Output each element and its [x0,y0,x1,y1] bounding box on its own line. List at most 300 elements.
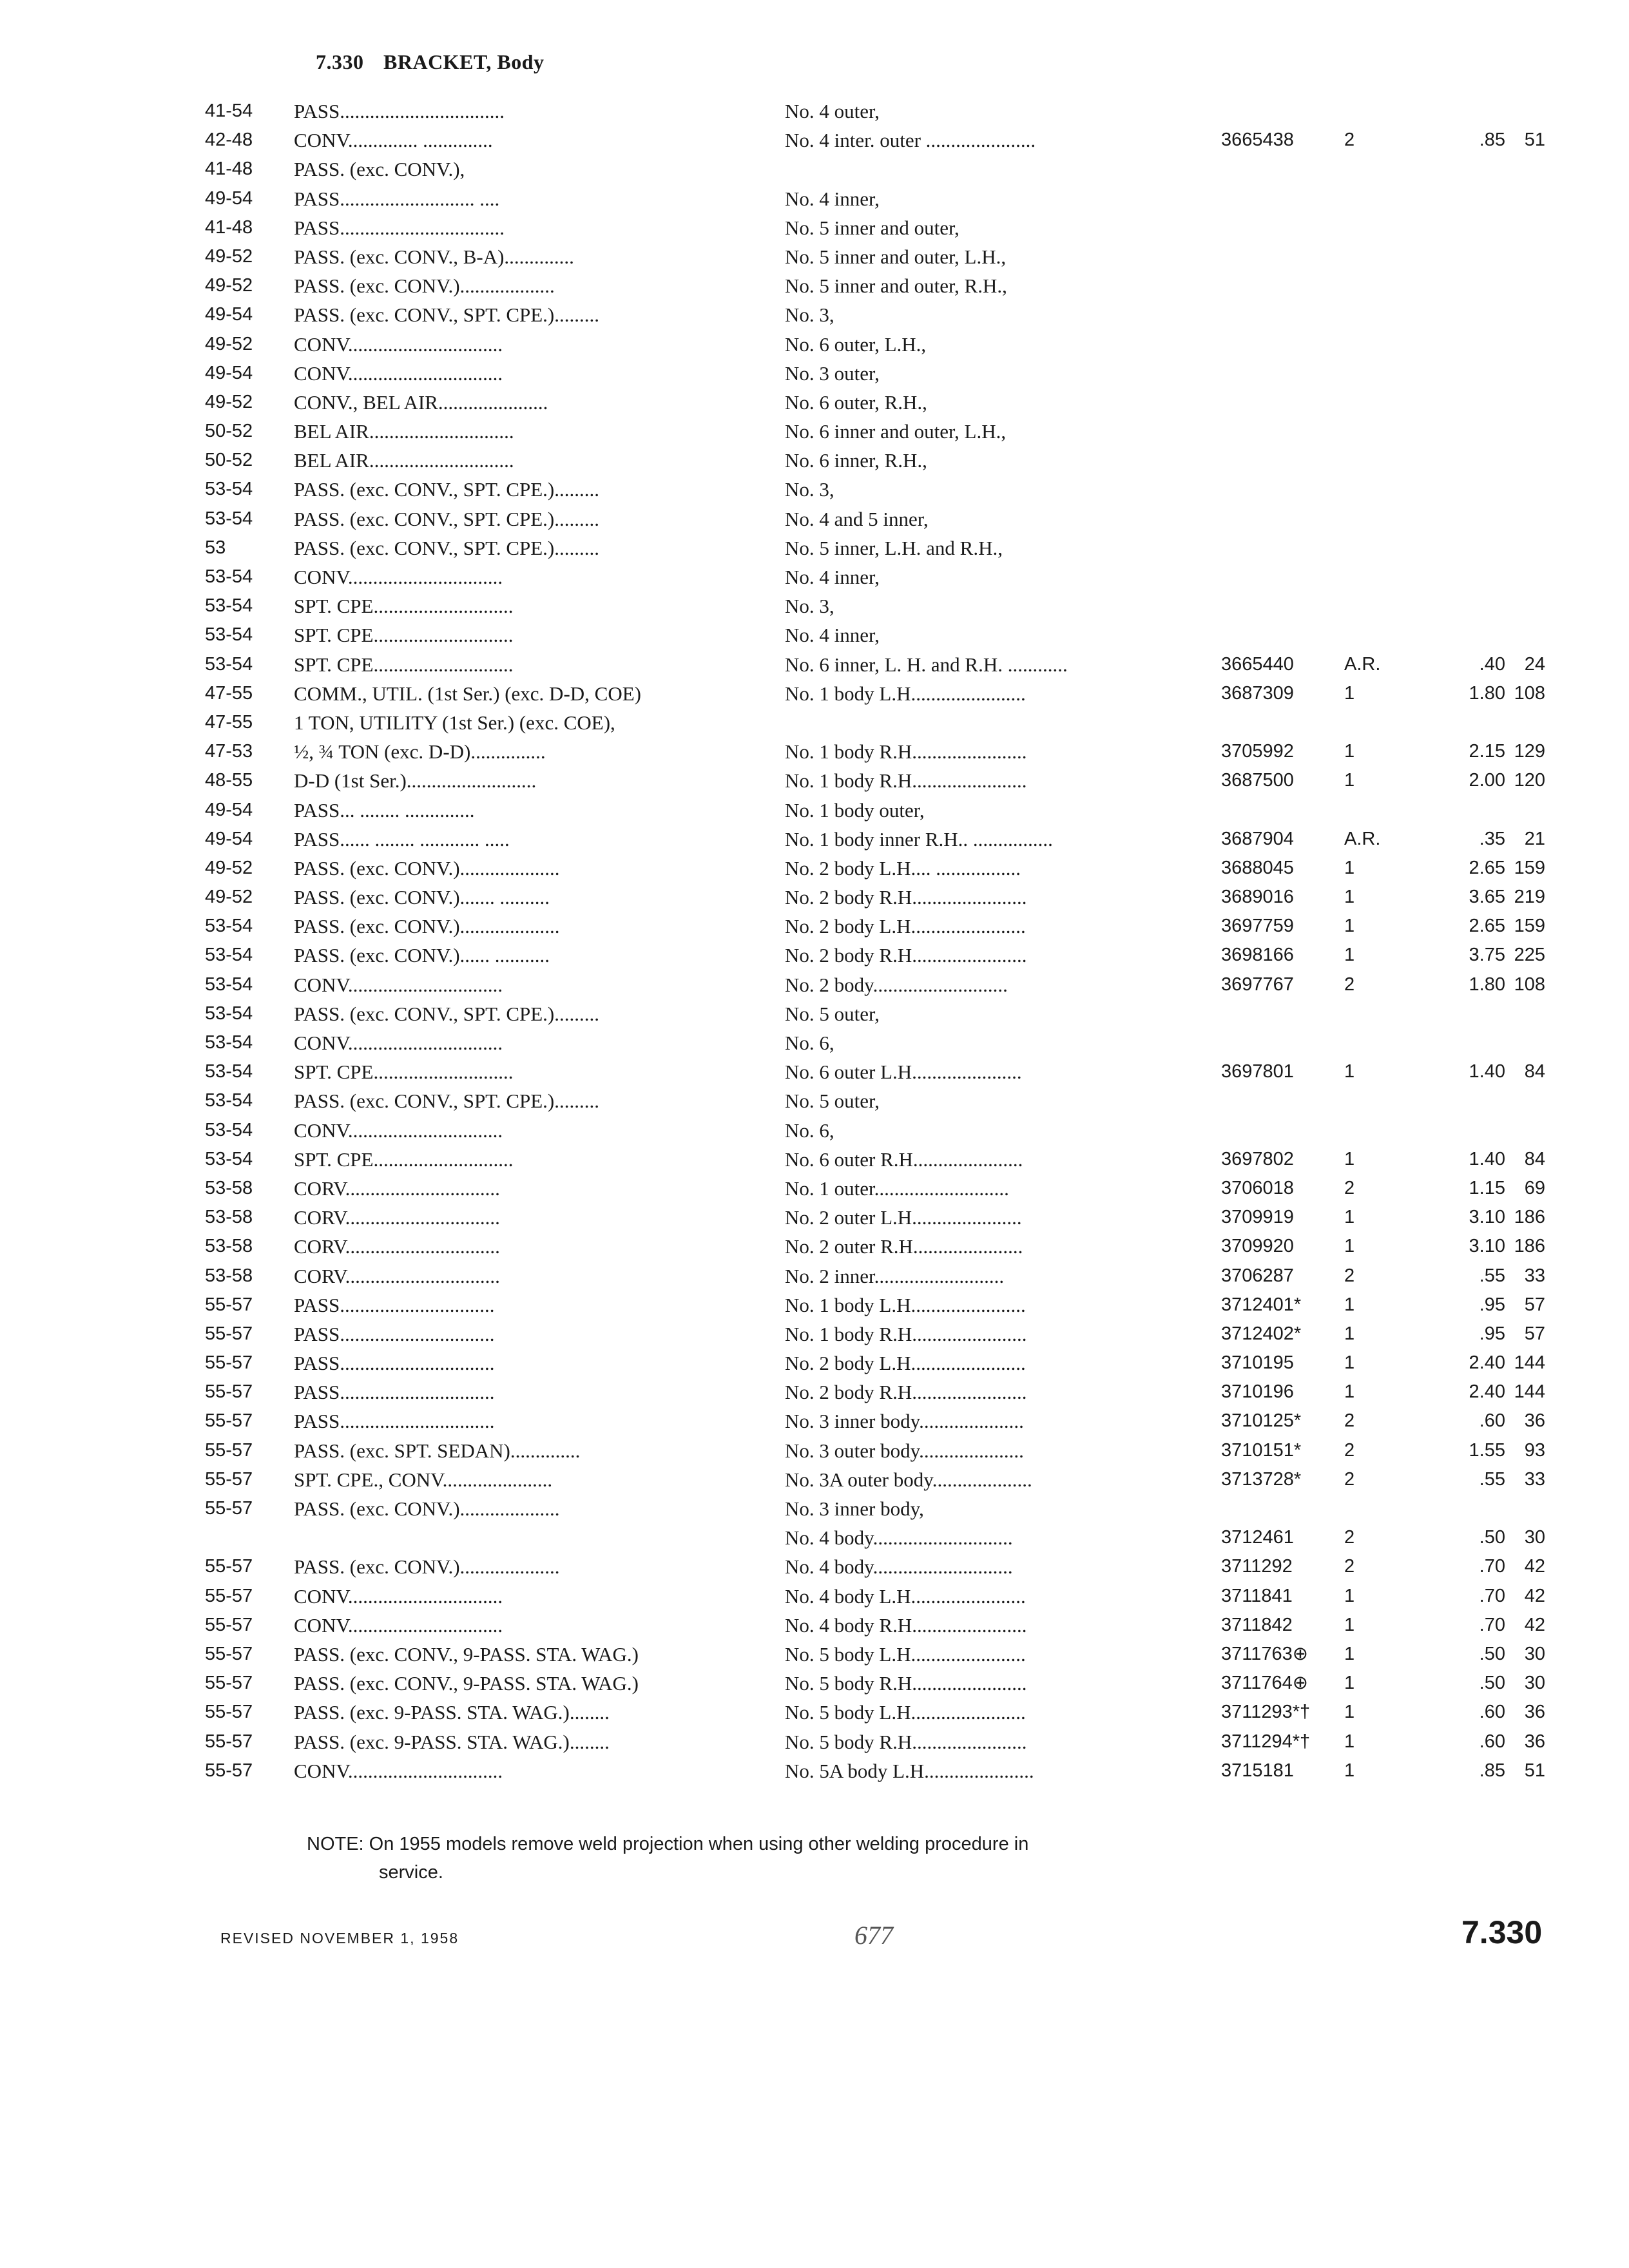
table-row [205,1552,1545,1581]
description-cell: No. 1 body outer, [785,798,925,822]
part-number-cell: 3697767 [1221,974,1294,995]
quantity-cell: 1 [1344,1673,1355,1694]
part-number-cell: 3710195 [1221,1352,1294,1374]
model-cell: PASS. (exc. CONV., SPT. CPE.)......... [294,536,599,559]
section-title: BRACKET, Body [383,50,545,73]
table-row [205,1378,1545,1407]
table-row [205,1203,1545,1232]
note-line-2: service. [379,1862,443,1883]
table-row [205,912,1545,941]
part-number-cell: 3697801 [1221,1061,1294,1082]
revision-date: REVISED NOVEMBER 1, 1958 [220,1930,459,1946]
quantity-cell: 1 [1344,1381,1355,1403]
table-row [205,213,1545,242]
description-cell: No. 2 body R.H....................... [785,944,1027,967]
model-cell: SPT. CPE............................ [294,595,514,618]
table-row [205,1262,1545,1291]
table-row [205,388,1545,417]
price-cell: 3.10 [1469,1207,1505,1228]
description-cell: No. 3 outer body..................... [785,1439,1024,1462]
quantity-cell: 1 [1344,916,1355,937]
model-cell: CONV............................... [294,1032,503,1054]
quantity-cell: 2 [1344,1468,1355,1490]
price-cell: 3.75 [1469,945,1505,966]
description-cell: No. 1 body R.H....................... [785,740,1027,764]
years-cell: 55-57 [205,1760,253,1781]
model-cell: ½, ¾ TON (exc. D-D)............... [294,740,546,764]
price-cell: 1.55 [1469,1439,1505,1461]
table-row [205,562,1545,591]
table-row [205,359,1545,388]
table-row [205,1582,1545,1611]
model-cell: PASS........................... .... [294,187,500,210]
years-cell: 53-54 [205,624,253,646]
table-row [205,330,1545,359]
money-cell: 129 [1514,741,1545,762]
part-number-cell: 3697759 [1221,916,1294,937]
money-cell: 42 [1524,1556,1545,1577]
price-cell: 1.80 [1469,974,1505,995]
price-cell: 3.10 [1469,1236,1505,1257]
money-cell: 219 [1514,887,1545,908]
years-cell: 47-55 [205,682,253,704]
years-cell: 53-54 [205,508,253,529]
description-cell: No. 5 inner and outer, [785,216,959,239]
page-number: 677 [854,1921,893,1950]
model-cell: PASS................................. [294,100,505,122]
model-cell: CONV............................... [294,1119,503,1142]
description-cell: No. 6 outer, L.H., [785,332,927,356]
money-cell: 120 [1514,770,1545,791]
description-cell: No. 4 inner, [785,187,880,210]
years-cell: 53-54 [205,974,253,995]
quantity-cell: 1 [1344,945,1355,966]
description-cell: No. 1 body R.H....................... [785,1322,1027,1345]
price-cell: .50 [1479,1643,1505,1664]
part-number-cell: 3706287 [1221,1265,1294,1286]
model-cell: PASS. (exc. 9-PASS. STA. WAG.)........ [294,1701,610,1724]
part-number-cell: 3689016 [1221,887,1294,908]
money-cell: 36 [1524,1731,1545,1752]
years-cell: 55-57 [205,1352,253,1374]
description-cell: No. 5 body R.H....................... [785,1672,1027,1695]
quantity-cell: 1 [1344,1731,1355,1752]
table-row [205,796,1545,825]
table-row [205,1611,1545,1640]
money-cell: 108 [1514,682,1545,704]
description-cell: No. 3, [785,595,834,618]
model-cell: PASS. (exc. CONV.), [294,158,465,181]
table-row [205,650,1545,679]
years-cell: 55-57 [205,1294,253,1315]
description-cell: No. 6 outer L.H...................... [785,1061,1022,1084]
money-cell: 42 [1524,1614,1545,1635]
description-cell: No. 5A body L.H...................... [785,1759,1034,1782]
section-code: 7.330 [316,50,364,73]
money-cell: 84 [1524,1148,1545,1169]
description-cell: No. 5 inner and outer, R.H., [785,274,1007,298]
model-cell: PASS. (exc. 9-PASS. STA. WAG.)........ [294,1730,610,1753]
price-cell: .70 [1479,1585,1505,1606]
table-row [205,1116,1545,1145]
years-cell: 53-54 [205,916,253,937]
years-cell: 53-54 [205,1003,253,1024]
part-number-cell: 3711764⊕ [1221,1673,1309,1694]
description-cell: No. 5 inner, L.H. and R.H., [785,536,1003,559]
price-cell: .40 [1479,653,1505,675]
description-cell: No. 4 inner, [785,624,880,647]
description-cell: No. 5 outer, [785,1002,880,1025]
description-cell: No. 6, [785,1119,834,1142]
price-cell: 1.15 [1469,1177,1505,1198]
quantity-cell: 1 [1344,1294,1355,1315]
money-cell: 24 [1524,653,1545,675]
quantity-cell: 1 [1344,857,1355,878]
price-cell: 1.40 [1469,1148,1505,1169]
years-cell: 53-54 [205,479,253,500]
model-cell: CONV............................... [294,566,503,588]
description-cell: No. 4 body............................ [785,1555,1013,1579]
quantity-cell: A.R. [1344,828,1381,849]
price-cell: .60 [1479,1731,1505,1752]
description-cell: No. 4 and 5 inner, [785,507,929,530]
years-cell: 49-52 [205,887,253,908]
table-row [205,1436,1545,1465]
description-cell: No. 3 inner body, [785,1497,924,1520]
description-cell: No. 5 body R.H....................... [785,1730,1027,1753]
part-number-cell: 3710151* [1221,1439,1302,1461]
money-cell: 159 [1514,857,1545,878]
model-cell: BEL AIR............................. [294,449,514,472]
model-cell: SPT. CPE............................ [294,1061,514,1084]
model-cell: SPT. CPE., CONV...................... [294,1468,553,1491]
table-row [205,1057,1545,1086]
model-cell: PASS. (exc. CONV., SPT. CPE.)......... [294,1002,599,1025]
years-cell: 55-57 [205,1323,253,1344]
money-cell: 21 [1524,828,1545,849]
model-cell: CONV............................... [294,1613,503,1637]
years-cell: 55-57 [205,1439,253,1461]
model-cell: PASS. (exc. CONV., 9-PASS. STA. WAG.) [294,1642,639,1666]
years-cell: 50-52 [205,421,253,442]
years-cell: 49-54 [205,187,253,209]
model-cell: PASS............................... [294,1352,495,1375]
footer-section-code: 7.330 [1461,1914,1543,1950]
table-row [205,242,1545,271]
table-row [205,737,1545,766]
money-cell: 108 [1514,974,1545,995]
quantity-cell: 1 [1344,1614,1355,1635]
table-row [205,854,1545,883]
model-cell: CONV............................... [294,1584,503,1608]
part-number-cell: 3712402* [1221,1323,1302,1344]
table-row [205,155,1545,184]
description-cell: No. 2 outer L.H...................... [785,1206,1022,1229]
model-cell: CONV............................... [294,1759,503,1782]
money-cell: 42 [1524,1585,1545,1606]
price-cell: 1.80 [1469,682,1505,704]
years-cell: 53-54 [205,1119,253,1140]
money-cell: 36 [1524,1702,1545,1723]
table-row [205,999,1545,1028]
description-cell: No. 1 body L.H....................... [785,1293,1026,1316]
part-number-cell: 3713728* [1221,1468,1302,1490]
years-cell: 53 [205,537,226,558]
part-number-cell: 3711293*† [1221,1702,1311,1723]
table-row [205,708,1545,737]
description-cell: No. 2 body R.H....................... [785,886,1027,909]
years-cell: 49-52 [205,245,253,267]
money-cell: 69 [1524,1177,1545,1198]
money-cell: 30 [1524,1643,1545,1664]
model-cell: CORV............................... [294,1264,500,1287]
description-cell: No. 4 outer, [785,100,880,122]
model-cell: SPT. CPE............................ [294,653,514,676]
years-cell: 49-54 [205,304,253,325]
table-row [205,1407,1545,1436]
years-cell: 53-54 [205,1090,253,1111]
table-row [205,591,1545,620]
quantity-cell: 1 [1344,1643,1355,1664]
note [307,1830,1228,1887]
note-line-1: NOTE: On 1955 models remove weld projection when using other welding procedure in [307,1834,1029,1854]
table-row [205,1669,1545,1698]
model-cell: PASS............................... [294,1410,495,1433]
part-number-cell: 3687309 [1221,682,1294,704]
description-cell: No. 4 body............................ [785,1526,1013,1550]
years-cell: 53-58 [205,1177,253,1198]
quantity-cell: 2 [1344,974,1355,995]
part-number-cell: 3698166 [1221,945,1294,966]
years-cell: 53-58 [205,1265,253,1286]
price-cell: .85 [1479,130,1505,151]
model-cell: PASS. (exc. CONV., 9-PASS. STA. WAG.) [294,1672,639,1695]
model-cell: BEL AIR............................. [294,420,514,443]
years-cell: 53-58 [205,1236,253,1257]
description-cell: No. 3A outer body.................... [785,1468,1032,1491]
table-row [205,941,1545,970]
years-cell: 55-57 [205,1585,253,1606]
table-row [205,184,1545,213]
model-cell: CONV., BEL AIR...................... [294,390,548,414]
table-row [205,1494,1545,1523]
description-cell: No. 6, [785,1032,834,1054]
model-cell: PASS. (exc. CONV.)...... ........... [294,944,550,967]
part-number-cell: 3709920 [1221,1236,1294,1257]
quantity-cell: 1 [1344,1760,1355,1781]
quantity-cell: 1 [1344,770,1355,791]
years-cell: 49-54 [205,799,253,820]
description-cell: No. 1 outer........................... [785,1177,1009,1200]
part-number-cell: 3712401* [1221,1294,1302,1315]
description-cell: No. 6 inner, R.H., [785,449,927,472]
model-cell: PASS. (exc. CONV.).................... [294,1497,560,1520]
part-number-cell: 3665440 [1221,653,1294,675]
model-cell: PASS. (exc. CONV., B-A).............. [294,245,574,268]
quantity-cell: 2 [1344,1527,1355,1548]
model-cell: 1 TON, UTILITY (1st Ser.) (exc. COE), [294,711,615,734]
model-cell: PASS...... ........ ............ ..... [294,827,510,850]
years-cell: 55-57 [205,1614,253,1635]
years-cell: 49-52 [205,857,253,878]
quantity-cell: 2 [1344,1410,1355,1432]
model-cell: PASS... ........ .............. [294,798,475,822]
years-cell: 48-55 [205,770,253,791]
part-number-cell: 3710196 [1221,1381,1294,1403]
price-cell: .95 [1479,1294,1505,1315]
years-cell: 49-54 [205,362,253,383]
quantity-cell: 1 [1344,1148,1355,1169]
years-cell: 53-58 [205,1207,253,1228]
description-cell: No. 6 outer R.H...................... [785,1148,1023,1171]
table-row [205,1698,1545,1727]
table-row [205,97,1545,126]
years-cell: 47-55 [205,711,253,733]
part-number-cell: 3706018 [1221,1177,1294,1198]
quantity-cell: 1 [1344,1352,1355,1374]
quantity-cell: 1 [1344,1061,1355,1082]
parts-table [205,97,1545,1785]
table-row [205,825,1545,854]
table-row [205,417,1545,446]
model-cell: CORV............................... [294,1206,500,1229]
part-number-cell: 3711841 [1221,1585,1293,1606]
years-cell: 53-54 [205,1061,253,1082]
table-row [205,126,1545,155]
price-cell: .95 [1479,1323,1505,1344]
price-cell: .35 [1479,828,1505,849]
model-cell: CONV............................... [294,332,503,356]
part-number-cell: 3715181 [1221,1760,1294,1781]
table-row [205,1232,1545,1261]
description-cell: No. 3, [785,478,834,501]
years-cell: 53-54 [205,566,253,587]
years-cell: 42-48 [205,130,253,151]
model-cell: PASS. (exc. CONV.).................... [294,856,560,879]
model-cell: COMM., UTIL. (1st Ser.) (exc. D-D, COE) [294,682,641,705]
years-cell: 53-54 [205,1148,253,1169]
price-cell: .70 [1479,1614,1505,1635]
part-number-cell: 3687904 [1221,828,1294,849]
description-cell: No. 1 body L.H....................... [785,682,1026,705]
part-number-cell: 3711294*† [1221,1731,1311,1752]
table-row [205,300,1545,329]
money-cell: 225 [1514,945,1545,966]
model-cell: PASS. (exc. CONV.).................... [294,915,560,938]
description-cell: No. 2 body L.H.... ................. [785,856,1021,879]
model-cell: PASS. (exc. CONV., SPT. CPE.)......... [294,478,599,501]
part-number-cell: 3697802 [1221,1148,1294,1169]
years-cell: 50-52 [205,450,253,471]
model-cell: PASS. (exc. CONV., SPT. CPE.)......... [294,303,599,327]
table-row [205,1756,1545,1785]
model-cell: PASS. (exc. CONV.)................... [294,274,555,298]
model-cell: PASS. (exc. SPT. SEDAN).............. [294,1439,581,1462]
years-cell: 55-57 [205,1643,253,1664]
years-cell: 55-57 [205,1702,253,1723]
description-cell: No. 1 body inner R.H.. ................ [785,827,1053,850]
quantity-cell: 2 [1344,1177,1355,1198]
table-row [205,1523,1545,1552]
quantity-cell: 1 [1344,1207,1355,1228]
description-cell: No. 6 outer, R.H., [785,390,927,414]
model-cell: CONV.............. .............. [294,129,493,152]
description-cell: No. 2 body L.H....................... [785,915,1026,938]
years-cell: 41-48 [205,216,253,238]
description-cell: No. 4 body R.H....................... [785,1613,1027,1637]
table-row [205,620,1545,649]
price-cell: .50 [1479,1527,1505,1548]
price-cell: .85 [1479,1760,1505,1781]
years-cell: 49-52 [205,333,253,354]
table-row [205,1145,1545,1174]
table-row [205,1291,1545,1320]
money-cell: 159 [1514,916,1545,937]
money-cell: 30 [1524,1673,1545,1694]
years-cell: 47-53 [205,741,253,762]
table-row [205,271,1545,300]
description-cell: No. 4 inner, [785,566,880,588]
price-cell: 1.40 [1469,1061,1505,1082]
years-cell: 55-57 [205,1731,253,1752]
model-cell: PASS. (exc. CONV., SPT. CPE.)......... [294,1090,599,1113]
description-cell: No. 3 inner body..................... [785,1410,1024,1433]
table-row [205,1174,1545,1203]
model-cell: PASS............................... [294,1381,495,1404]
price-cell: 2.15 [1469,741,1505,762]
part-number-cell: 3709919 [1221,1207,1294,1228]
years-cell: 55-57 [205,1468,253,1490]
quantity-cell: 2 [1344,130,1355,151]
description-cell: No. 3 outer, [785,361,880,385]
years-cell: 55-57 [205,1673,253,1694]
description-cell: No. 6 inner, L. H. and R.H. ............ [785,653,1068,676]
description-cell: No. 2 body L.H....................... [785,1352,1026,1375]
description-cell: No. 4 body L.H....................... [785,1584,1026,1608]
part-number-cell: 3687500 [1221,770,1294,791]
years-cell: 53-54 [205,595,253,617]
price-cell: .60 [1479,1410,1505,1432]
price-cell: 2.40 [1469,1381,1505,1403]
part-number-cell: 3688045 [1221,857,1294,878]
price-cell: .70 [1479,1556,1505,1577]
money-cell: 144 [1514,1352,1545,1374]
description-cell: No. 5 inner and outer, L.H., [785,245,1007,268]
table-row [205,1727,1545,1756]
money-cell: 36 [1524,1410,1545,1432]
money-cell: 186 [1514,1207,1545,1228]
description-cell: No. 5 outer, [785,1090,880,1113]
quantity-cell: A.R. [1344,653,1381,675]
years-cell: 55-57 [205,1556,253,1577]
price-cell: .55 [1479,1468,1505,1490]
model-cell: PASS. (exc. CONV., SPT. CPE.)......... [294,507,599,530]
part-number-cell: 3711763⊕ [1221,1643,1309,1664]
money-cell: 51 [1524,1760,1545,1781]
part-number-cell: 3711842 [1221,1614,1293,1635]
quantity-cell: 2 [1344,1439,1355,1461]
price-cell: 3.65 [1469,887,1505,908]
years-cell: 55-57 [205,1498,253,1519]
quantity-cell: 1 [1344,1702,1355,1723]
money-cell: 186 [1514,1236,1545,1257]
years-cell: 55-57 [205,1410,253,1432]
money-cell: 33 [1524,1468,1545,1490]
quantity-cell: 2 [1344,1265,1355,1286]
part-number-cell: 3705992 [1221,741,1294,762]
quantity-cell: 1 [1344,1585,1355,1606]
price-cell: 2.00 [1469,770,1505,791]
